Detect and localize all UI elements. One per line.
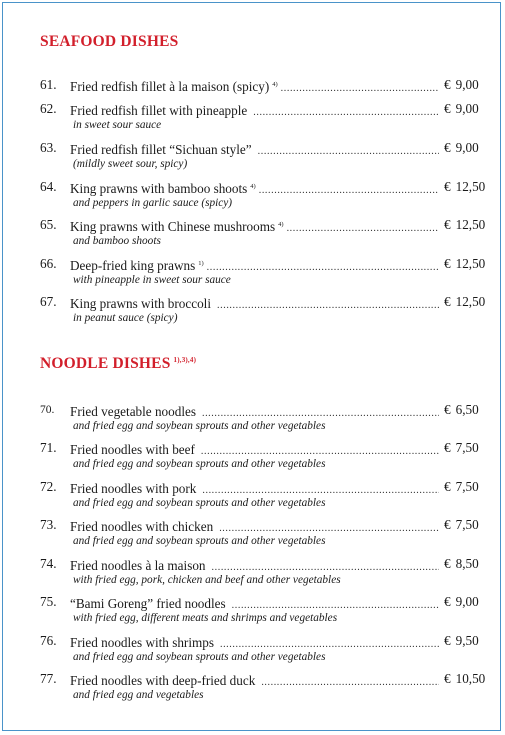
item-price: € 9,50: [444, 633, 479, 648]
menu-page: [2, 2, 501, 731]
menu-item: [3, 100, 502, 131]
menu-item: [3, 293, 502, 324]
item-name: Fried vegetable noodles: [70, 404, 196, 419]
item-description: and fried egg and soybean sprouts and other vegetables: [73, 420, 326, 432]
leader-dots: [258, 143, 439, 161]
menu-item: [3, 670, 502, 701]
item-number: 72.: [40, 479, 57, 494]
item-name: Fried noodles à la maison: [70, 558, 206, 573]
noodle-section-title: NOODLE DISHES $^{1),3),4)}$: [40, 355, 197, 372]
seafood-section-title: SEAFOOD DISHES: [40, 33, 179, 50]
item-name: Fried noodles with shrimps: [70, 635, 214, 650]
menu-item: [3, 593, 502, 624]
item-name: King prawns with Chinese mushrooms $^{4)}$: [70, 219, 284, 234]
item-price: € 12,50: [444, 294, 486, 309]
item-number: 73.: [40, 517, 57, 532]
menu-item: [3, 478, 502, 509]
item-description: and fried egg and soybean sprouts and other vegetables: [73, 497, 326, 509]
item-number: 64.: [40, 179, 57, 194]
item-number: 61.: [40, 77, 57, 92]
item-number: 75.: [40, 594, 57, 609]
item-description: in peanut sauce (spicy): [73, 312, 178, 324]
item-number: 67.: [40, 294, 57, 309]
item-name: King prawns with broccoli: [70, 296, 212, 311]
menu-item: [3, 255, 502, 286]
item-description: with fried egg, different meats and shrimps and vegetables: [73, 612, 338, 624]
item-description: and fried egg and soybean sprouts and other vegetables: [73, 458, 326, 470]
item-description: with pineapple in sweet sour sauce: [73, 274, 231, 286]
item-number: 62.: [40, 101, 57, 116]
item-price: € 8,50: [444, 556, 479, 571]
menu-item: [3, 178, 502, 209]
item-description: and fried egg and soybean sprouts and other vegetables: [73, 651, 326, 663]
item-name: Fried noodles with pork: [70, 481, 197, 496]
item-price: € 10,50: [444, 671, 486, 686]
item-number: 77.: [40, 671, 57, 686]
item-description: in sweet sour sauce: [73, 119, 162, 131]
menu-item: [3, 76, 502, 94]
leader-dots: [217, 297, 439, 315]
leader-dots: [207, 259, 439, 277]
menu-item: [3, 632, 502, 663]
menu-item: [3, 401, 502, 432]
menu-item: [3, 555, 502, 586]
leader-dots: [287, 220, 439, 238]
item-description: and peppers in garlic sauce (spicy): [73, 197, 233, 209]
item-price: € 7,50: [444, 517, 479, 532]
item-name: Fried redfish fillet with pineapple: [70, 103, 248, 118]
item-description: (mildly sweet sour, spicy): [73, 158, 188, 170]
menu-item: [3, 516, 502, 547]
menu-item: [3, 139, 502, 170]
item-price: € 9,00: [444, 77, 479, 92]
menu-item: [3, 439, 502, 470]
item-name: Deep-fried king prawns $^{1)}$: [70, 258, 204, 273]
item-name: Fried noodles with chicken: [70, 519, 214, 534]
item-number: 63.: [40, 140, 57, 155]
item-name: King prawns with bamboo shoots $^{4)}$: [70, 181, 256, 196]
item-number: 76.: [40, 633, 57, 648]
item-name: Fried noodles with deep-fried duck: [70, 673, 256, 688]
item-name: Fried redfish fillet à la maison (spicy) $^{4)}$: [70, 79, 278, 94]
item-number: 65.: [40, 217, 57, 232]
item-description: and bamboo shoots: [73, 235, 161, 247]
leader-dots: [259, 182, 439, 200]
item-price: € 12,50: [444, 179, 486, 194]
leader-dots: [253, 104, 439, 122]
allergen-note: 1),3),4): [173, 356, 197, 364]
item-name: “Bami Goreng” fried noodles: [70, 596, 226, 611]
item-description: with fried egg, pork, chicken and beef and other vegetables: [73, 574, 341, 586]
item-number: 70.: [40, 404, 55, 416]
item-price: € 7,50: [444, 440, 479, 455]
item-number: 66.: [40, 256, 57, 271]
item-name: Fried redfish fillet “Sichuan style”: [70, 142, 252, 157]
leader-dots: [281, 80, 439, 98]
item-price: € 6,50: [444, 402, 479, 417]
item-price: € 12,50: [444, 256, 486, 271]
item-price: € 9,00: [444, 140, 479, 155]
item-description: and fried egg and vegetables: [73, 689, 204, 701]
item-price: € 9,00: [444, 101, 479, 116]
item-number: 71.: [40, 440, 57, 455]
item-description: and fried egg and soybean sprouts and other vegetables: [73, 535, 326, 547]
menu-item: [3, 216, 502, 247]
item-name: Fried noodles with beef: [70, 442, 195, 457]
item-price: € 9,00: [444, 594, 479, 609]
item-price: € 7,50: [444, 479, 479, 494]
leader-dots: [261, 674, 439, 692]
item-price: € 12,50: [444, 217, 486, 232]
item-number: 74.: [40, 556, 57, 571]
